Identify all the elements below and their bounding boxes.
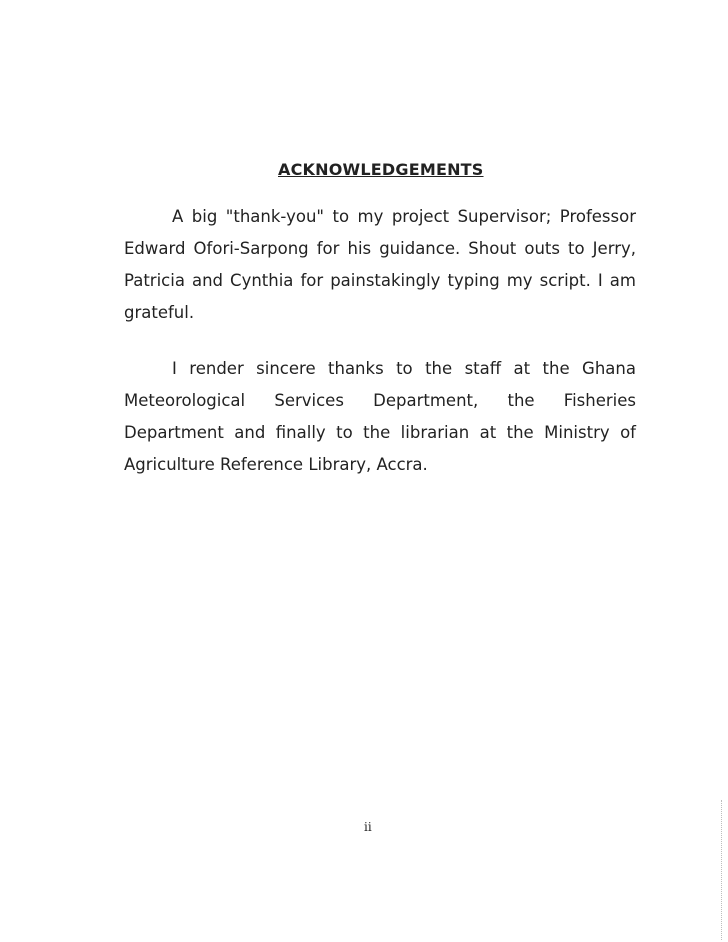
acknowledgement-paragraph-2: I render sincere thanks to the staff at the Ghana Meteorological Services Department, the Fisheries Department and finally to the librarian at the Ministry of Agriculture Reference Library, Accra. [124,359,636,474]
page-title: ACKNOWLEDGEMENTS [278,160,484,179]
acknowledgement-paragraph-1: A big "thank-you" to my project Supervisor; Professor Edward Ofori-Sarpong for his guidance. Shout outs to Jerry, Patricia and Cynthia for painstakingly typing my script. I am grateful. [124,207,636,322]
page-number: ii [364,820,372,834]
scan-edge-divider [721,800,722,940]
